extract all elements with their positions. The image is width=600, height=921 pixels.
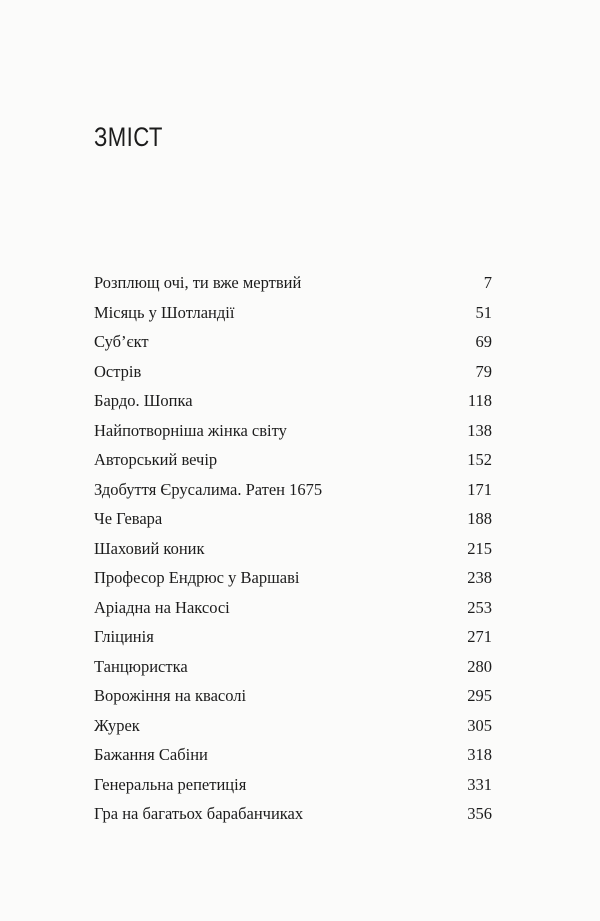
toc-entry-page: 79 xyxy=(475,361,492,381)
toc-entry xyxy=(94,622,492,652)
toc-entry-title: Бардо. Шопка xyxy=(94,391,193,410)
toc-entry-page: 280 xyxy=(467,656,492,676)
toc-entry xyxy=(94,357,492,387)
toc-entry-title: Че Гевара xyxy=(94,509,163,528)
toc-entry xyxy=(94,563,492,593)
toc-entry xyxy=(94,681,492,711)
toc-entry xyxy=(94,504,492,534)
toc-entry-title: Бажання Сабіни xyxy=(94,745,208,764)
toc-entry xyxy=(94,416,492,446)
toc-entry xyxy=(94,298,492,328)
toc-entry-title: Здобуття Єрусалима. Ратен 1675 xyxy=(94,479,323,499)
toc-entry-page: 238 xyxy=(467,568,492,587)
toc-entry-page: 69 xyxy=(475,332,492,351)
toc-entry-page: 138 xyxy=(467,420,492,440)
toc-entry xyxy=(94,268,492,298)
toc-entry-title: Танцюристка xyxy=(94,656,188,676)
toc-entry-title: Суб’єкт xyxy=(94,332,149,351)
toc-entry-page: 318 xyxy=(467,745,492,764)
toc-entry xyxy=(94,327,492,357)
toc-entry-title: Місяць у Шотландії xyxy=(94,302,235,322)
page-title: ЗМІСТ xyxy=(94,122,163,152)
toc-entry-title: Авторський вечір xyxy=(94,450,218,469)
toc-entry xyxy=(94,652,492,682)
toc-entry xyxy=(94,593,492,623)
toc-entry-page: 305 xyxy=(467,715,492,735)
toc-entry xyxy=(94,534,492,564)
toc-entry-title: Професор Ендрюс у Варшаві xyxy=(94,568,300,587)
toc-entry xyxy=(94,770,492,800)
toc-entry-title: Шаховий коник xyxy=(94,538,205,558)
toc-entry-page: 271 xyxy=(467,627,492,646)
toc-entry-page: 253 xyxy=(467,597,492,617)
toc-entry-page: 188 xyxy=(467,509,492,528)
toc-entry-title: Ворожіння на квасолі xyxy=(94,686,247,705)
table-of-contents xyxy=(94,268,492,829)
toc-entry-page: 356 xyxy=(467,804,492,823)
toc-entry-title: Аріадна на Наксосі xyxy=(94,597,230,617)
toc-entry-page: 118 xyxy=(467,391,492,410)
toc-entry-title: Журек xyxy=(94,715,140,735)
toc-entry-page: 152 xyxy=(467,450,492,469)
toc-entry xyxy=(94,740,492,770)
toc-entry xyxy=(94,799,492,829)
toc-entry-title: Острів xyxy=(94,361,142,381)
toc-entry-page: 171 xyxy=(467,479,492,499)
toc-entry-page: 7 xyxy=(483,273,492,292)
toc-entry-title: Найпотворніша жінка світу xyxy=(94,420,287,440)
toc-entry-title: Гра на багатьох барабанчиках xyxy=(94,804,304,823)
toc-entry xyxy=(94,475,492,505)
toc-entry-title: Розплющ очі, ти вже мертвий xyxy=(94,273,302,292)
toc-entry-title: Генеральна репетиція xyxy=(94,774,247,794)
toc-entry-page: 51 xyxy=(475,302,492,322)
toc-entry-title: Гліцинія xyxy=(94,627,154,646)
toc-entry xyxy=(94,445,492,475)
toc-entry xyxy=(94,386,492,416)
toc-entry-page: 295 xyxy=(467,686,492,705)
toc-entry-page: 331 xyxy=(467,774,492,794)
toc-entry xyxy=(94,711,492,741)
toc-entry-page: 215 xyxy=(467,538,492,558)
